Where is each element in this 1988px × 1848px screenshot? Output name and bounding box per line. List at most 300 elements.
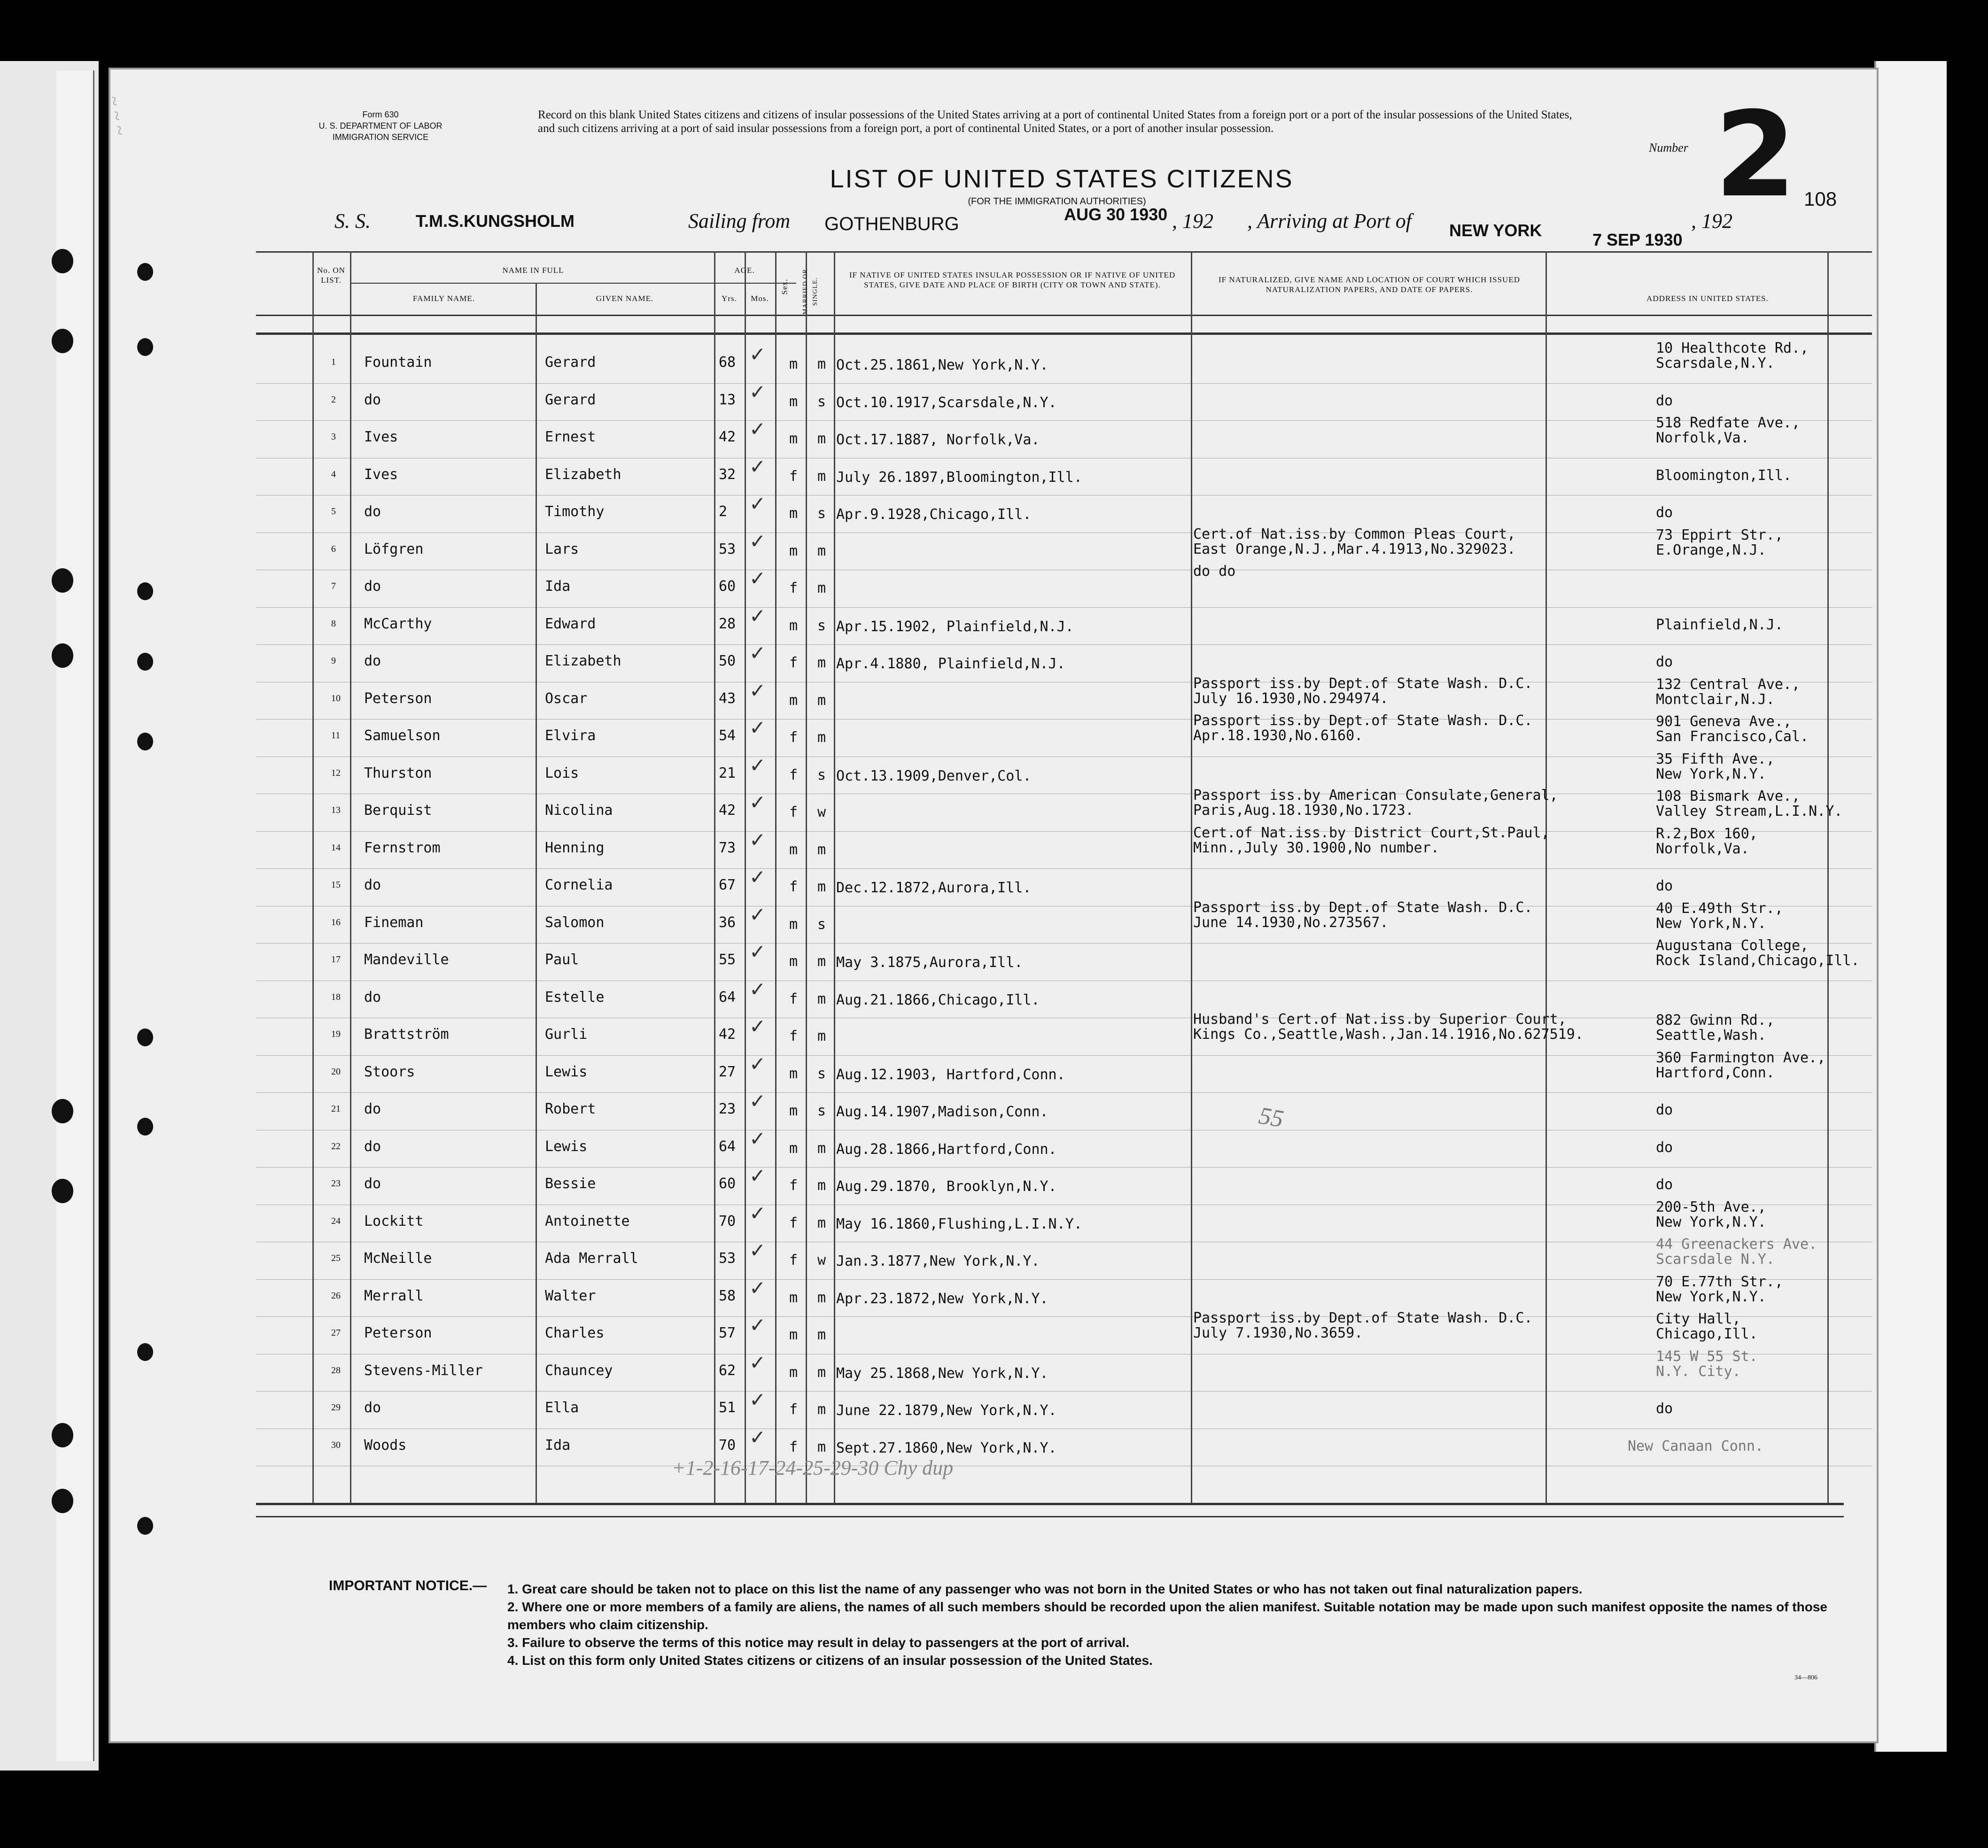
row-sex: f — [789, 766, 798, 783]
form-department: U. S. DEPARTMENT OF LABOR — [318, 121, 443, 131]
row-addr1: City Hall, — [1656, 1311, 1741, 1327]
check-mark: ✓ — [749, 529, 766, 553]
row-yrs: 50 — [719, 653, 736, 669]
row-nat2: July 16.1930,No.294974. — [1193, 690, 1389, 707]
row-ms: w — [817, 804, 826, 820]
row-given: Lewis — [545, 1138, 588, 1155]
row-yrs: 42 — [719, 802, 736, 819]
row-family: do — [364, 989, 381, 1005]
column-rule — [312, 251, 314, 1503]
check-mark: ✓ — [749, 1351, 766, 1374]
row-addr2: do — [1656, 392, 1673, 409]
row-sex: f — [789, 1028, 798, 1044]
row-no: 29 — [331, 1402, 341, 1413]
row-sex: m — [789, 916, 798, 933]
row-addr2: Hartford,Conn. — [1656, 1064, 1775, 1081]
arrival-port: NEW YORK — [1449, 221, 1542, 240]
form-header — [305, 109, 456, 143]
notice-item-2: 2. Where one or more members of a family are aliens, the names of all such members should be recorded upon the alien manifest. Suitable notation may be made upon such manifest opposite the names of those members who claim citizenship. — [507, 1600, 1827, 1632]
row-sex: f — [789, 804, 798, 820]
header-rule-double — [256, 332, 1872, 335]
row-nat1: Passport iss.by Dept.of State Wash. D.C. — [1193, 1310, 1533, 1326]
row-family: Brattström — [364, 1026, 449, 1043]
col-header-no: No. ON LIST. — [317, 266, 345, 285]
row-given: Estelle — [545, 989, 605, 1005]
row-addr2: Norfolk,Va. — [1656, 840, 1749, 857]
row-given: Timothy — [545, 503, 605, 520]
column-rule — [536, 283, 537, 1503]
table-top-rule — [256, 251, 1872, 253]
col-header-mos: Mos. — [751, 294, 769, 303]
row-nat1: Passport iss.by Dept.of State Wash. D.C. — [1193, 899, 1533, 916]
row-sex: f — [789, 468, 798, 485]
row-yrs: 70 — [719, 1213, 736, 1229]
row-given: Robert — [545, 1101, 596, 1117]
row-given: Ida — [545, 1437, 571, 1454]
row-yrs: 13 — [719, 391, 736, 408]
row-no: 12 — [331, 767, 341, 778]
page-hole — [137, 1343, 153, 1361]
row-no: 6 — [331, 543, 336, 554]
row-sex: f — [789, 729, 798, 746]
row-rule — [256, 383, 1872, 384]
row-no: 23 — [331, 1178, 341, 1189]
check-mark: ✓ — [749, 1015, 766, 1038]
row-given: Walter — [545, 1287, 596, 1304]
check-mark: ✓ — [749, 1127, 766, 1150]
check-mark: ✓ — [749, 828, 766, 851]
check-mark: ✓ — [749, 679, 766, 702]
row-sex: m — [789, 431, 798, 447]
row-addr2: Montclair,N.J. — [1656, 691, 1775, 708]
row-yrs: 32 — [719, 466, 736, 483]
row-ms: m — [817, 729, 826, 746]
row-rule — [256, 1055, 1872, 1056]
row-addr1: 44 Greenackers Ave. — [1656, 1236, 1817, 1253]
row-yrs: 36 — [719, 914, 736, 931]
row-sex: m — [789, 617, 798, 634]
form-code: 34—806 — [1794, 1674, 1817, 1681]
row-addr1: 40 E.49th Str., — [1656, 900, 1783, 917]
row-yrs: 23 — [719, 1101, 736, 1117]
row-yrs: 55 — [719, 951, 736, 968]
row-rule — [256, 868, 1872, 869]
row-rule — [256, 607, 1872, 608]
row-ms: m — [817, 1140, 826, 1157]
row-yrs: 64 — [719, 989, 736, 1005]
row-addr1: 70 E.77th Str., — [1656, 1273, 1783, 1290]
row-yrs: 60 — [719, 1175, 736, 1192]
check-mark: ✓ — [749, 1052, 766, 1075]
row-family: Woods — [364, 1437, 407, 1454]
row-ms: m — [817, 1028, 826, 1044]
row-addr2: Valley Stream,L.I.N.Y. — [1656, 803, 1843, 820]
arriving-label: , Arriving at Port of — [1247, 209, 1412, 232]
row-sex: m — [789, 841, 798, 858]
row-birth: Aug.12.1903, Hartford,Conn. — [836, 1066, 1065, 1083]
row-given: Gurli — [545, 1026, 588, 1043]
row-no: 26 — [331, 1290, 341, 1301]
column-rule — [806, 251, 807, 1503]
row-sex: m — [789, 953, 798, 970]
row-birth: Apr.9.1928,Chicago,Ill. — [836, 506, 1032, 523]
row-sex: f — [789, 1214, 798, 1231]
col-header-sex: Sex. — [780, 278, 789, 295]
binder-hole — [52, 1423, 73, 1447]
row-no: 17 — [331, 954, 341, 965]
row-yrs: 62 — [719, 1362, 736, 1379]
form-service: IMMIGRATION SERVICE — [332, 132, 429, 142]
row-nat2: Apr.18.1930,No.6160. — [1193, 727, 1363, 744]
check-mark: ✓ — [749, 866, 766, 889]
row-no: 25 — [331, 1253, 341, 1263]
handwritten-mark: 55 — [1257, 1102, 1286, 1133]
row-sex: f — [789, 1177, 798, 1194]
row-no: 22 — [331, 1141, 341, 1152]
check-mark: ✓ — [749, 1388, 766, 1411]
row-addr2: do — [1656, 878, 1673, 894]
page-title: LIST OF UNITED STATES CITIZENS — [830, 165, 1294, 193]
form-instructions: Record on this blank United States citizens and citizens of insular possessions of the United States arriving at a port of continental United States from a foreign port or a port of the insular possessions of the United States, and such citizens arriving at a port of said insular possessions from a foreign port, a port of continental United States, or a port of another insular possession. — [538, 108, 1572, 135]
row-no: 15 — [331, 880, 341, 890]
row-given: Lewis — [545, 1063, 588, 1080]
row-given: Oscar — [545, 690, 588, 707]
row-given: Chauncey — [545, 1362, 613, 1379]
row-addr2: do — [1656, 1139, 1673, 1156]
col-header-age: AGE. — [734, 266, 755, 275]
row-sex: m — [789, 1065, 798, 1082]
row-yrs: 42 — [719, 1026, 736, 1043]
row-nat1: do do — [1193, 563, 1236, 580]
page-stack-edge — [1874, 61, 1947, 1752]
row-yrs: 2 — [719, 503, 728, 520]
row-no: 19 — [331, 1029, 341, 1039]
row-family: Berquist — [364, 802, 432, 819]
row-family: Merrall — [364, 1287, 424, 1304]
row-addr2: N.Y. City. — [1656, 1363, 1741, 1380]
row-family: Mandeville — [364, 951, 449, 968]
year-field-1: , 192 — [1172, 209, 1213, 232]
row-yrs: 42 — [719, 429, 736, 445]
row-yrs: 67 — [719, 877, 736, 893]
binder-hole — [52, 568, 73, 593]
row-addr1: 518 Redfate Ave., — [1656, 415, 1801, 431]
row-addr2: do — [1656, 1400, 1673, 1417]
row-addr2: New York,N.Y. — [1656, 1214, 1766, 1230]
row-sex: m — [789, 1103, 798, 1119]
ss-label: S. S. — [334, 209, 371, 232]
row-yrs: 28 — [719, 615, 736, 632]
row-ms: w — [817, 1252, 826, 1268]
row-birth: Oct.25.1861,New York,N.Y. — [836, 357, 1048, 373]
row-rule — [256, 1167, 1872, 1168]
check-mark: ✓ — [749, 716, 766, 739]
check-mark: ✓ — [749, 455, 766, 478]
col-header-birth: IF NATIVE OF UNITED STATES INSULAR POSSESSION OR IF NATIVE OF UNITED STATES, GIVE DATE AND PLACE OF BIRTH (CITY OR TOWN AND STATE). — [849, 271, 1176, 289]
sailing-port: GOTHENBURG — [824, 214, 959, 234]
list-number: 2 — [1715, 86, 1796, 223]
row-yrs: 70 — [719, 1437, 736, 1454]
row-birth: Jan.3.1877,New York,N.Y. — [836, 1253, 1040, 1269]
binder-hole — [52, 249, 73, 273]
check-mark: ✓ — [749, 1090, 766, 1113]
row-family: do — [364, 877, 381, 893]
row-ms: m — [817, 1364, 826, 1381]
row-family: Ives — [364, 429, 398, 445]
binder-hole — [52, 1179, 73, 1203]
row-addr2: New York,N.Y. — [1656, 765, 1766, 782]
check-mark: ✓ — [749, 492, 766, 515]
row-family: McNeille — [364, 1250, 432, 1267]
page-hole — [137, 733, 153, 750]
row-given: Ida — [545, 578, 571, 595]
row-yrs: 53 — [719, 1250, 736, 1267]
row-family: Fountain — [364, 354, 432, 371]
row-given: Henning — [545, 839, 605, 856]
row-addr2: Rock Island,Chicago,Ill. — [1656, 952, 1860, 969]
row-family: Lockitt — [364, 1213, 424, 1229]
row-no: 16 — [331, 917, 341, 928]
col-header-address: ADDRESS IN UNITED STATES. — [1646, 294, 1769, 303]
row-nat2: July 7.1930,No.3659. — [1193, 1325, 1363, 1341]
row-sex: f — [789, 990, 798, 1007]
check-mark: ✓ — [749, 343, 766, 366]
row-birth: Aug.14.1907,Madison,Conn. — [836, 1104, 1048, 1120]
row-given: Nicolina — [545, 802, 613, 819]
row-family: Samuelson — [364, 727, 441, 744]
row-sex: m — [789, 356, 798, 372]
row-ms: m — [817, 1438, 826, 1455]
row-rule — [256, 420, 1872, 421]
row-birth: Dec.12.1872,Aurora,Ill. — [836, 880, 1032, 896]
ship-name: T.M.S.KUNGSHOLM — [416, 211, 575, 231]
row-nat1: Cert.of Nat.iss.by District Court,St.Paul, — [1193, 824, 1550, 841]
row-no: 30 — [331, 1439, 341, 1450]
check-mark: ✓ — [749, 791, 766, 814]
row-birth: May 16.1860,Flushing,L.I.N.Y. — [836, 1215, 1082, 1232]
row-family: do — [364, 1101, 381, 1117]
row-sex: m — [789, 505, 798, 522]
row-family: Fineman — [364, 914, 424, 931]
row-family: Stevens-Miller — [364, 1362, 483, 1379]
row-birth: July 26.1897,Bloomington,Ill. — [836, 469, 1082, 486]
row-addr1: 132 Central Ave., — [1656, 676, 1801, 693]
row-birth: Sept.27.1860,New York,N.Y. — [836, 1439, 1057, 1456]
col-header-married: MARRIED OR SINGLE. — [802, 269, 819, 315]
row-family: Peterson — [364, 1325, 432, 1341]
row-rule — [256, 1316, 1872, 1317]
check-mark: ✓ — [749, 753, 766, 777]
row-birth: May 25.1868,New York,N.Y. — [836, 1365, 1048, 1382]
row-birth: Apr.4.1880, Plainfield,N.J. — [836, 656, 1065, 672]
page-hole — [137, 1517, 153, 1535]
handwritten-note: +1-2-16-17-24-25-29-30 Chy dup — [672, 1456, 954, 1479]
row-given: Gerard — [545, 354, 596, 371]
row-ms: s — [817, 1065, 826, 1082]
page-hole — [137, 1118, 153, 1136]
row-addr2: do — [1656, 1102, 1673, 1118]
row-addr2: Plainfield,N.J. — [1656, 616, 1783, 633]
row-addr2: Chicago,Ill. — [1656, 1326, 1758, 1342]
row-addr2: Bloomington,Ill. — [1656, 467, 1792, 484]
column-rule — [1191, 251, 1192, 1503]
row-addr1: 145 W 55 St. — [1656, 1348, 1758, 1365]
page-hole — [137, 338, 153, 356]
row-no: 20 — [331, 1066, 341, 1077]
arrival-date-stamp: 7 SEP 1930 — [1592, 230, 1683, 249]
row-yrs: 27 — [719, 1063, 736, 1080]
row-family: Löfgren — [364, 541, 424, 557]
row-rule — [256, 644, 1872, 645]
row-yrs: 73 — [719, 839, 736, 856]
row-birth: Aug.21.1866,Chicago,Ill. — [836, 991, 1040, 1008]
row-sex: f — [789, 1252, 798, 1268]
row-family: do — [364, 391, 381, 408]
row-no: 2 — [331, 394, 336, 405]
row-sex: f — [789, 1401, 798, 1418]
binder-hole — [52, 1099, 73, 1123]
row-given: Ella — [545, 1400, 579, 1416]
row-family: do — [364, 653, 381, 669]
row-sex: m — [789, 692, 798, 709]
header-bottom-rule — [256, 315, 1872, 316]
col-header-naturalized: IF NATURALIZED, GIVE NAME AND LOCATION OF COURT WHICH ISSUED NATURALIZATION PAPERS, AND DATE OF PAPERS. — [1218, 275, 1520, 294]
check-mark: ✓ — [749, 1425, 766, 1449]
row-nat1: Passport iss.by Dept.of State Wash. D.C. — [1193, 712, 1533, 729]
row-addr1: 73 Eppirt Str., — [1656, 526, 1783, 543]
row-sex: m — [789, 542, 798, 559]
row-addr2: Norfolk,Va. — [1656, 430, 1749, 446]
row-no: 3 — [331, 432, 336, 442]
row-no: 5 — [331, 506, 336, 517]
row-given: Salomon — [545, 914, 605, 931]
row-sex: m — [789, 1327, 798, 1343]
row-ms: m — [817, 431, 826, 447]
row-ms: m — [817, 879, 826, 895]
row-no: 4 — [331, 469, 336, 479]
row-no: 27 — [331, 1328, 341, 1338]
row-birth: Oct.17.1887, Norfolk,Va. — [836, 432, 1040, 448]
row-given: Ernest — [545, 429, 596, 445]
row-addr1: Augustana College, — [1656, 937, 1809, 954]
row-nat2: June 14.1930,No.273567. — [1193, 914, 1389, 931]
row-nat2: Paris,Aug.18.1930,No.1723. — [1193, 802, 1414, 819]
row-yrs: 54 — [719, 727, 736, 744]
row-sex: f — [789, 655, 798, 671]
row-addr2: E.Orange,N.J. — [1656, 541, 1766, 558]
row-family: do — [364, 578, 381, 595]
row-yrs: 51 — [719, 1400, 736, 1416]
row-given: Ada Merrall — [545, 1250, 638, 1267]
row-given: Paul — [545, 951, 579, 968]
row-given: Elizabeth — [545, 653, 621, 669]
sailing-date-stamp: AUG 30 1930 — [1064, 205, 1168, 224]
row-ms: s — [817, 617, 826, 634]
notice-item-3: 3. Failure to observe the terms of this notice may result in delay to passengers at the port of arrival. — [507, 1635, 1130, 1650]
form-number: Form 630 — [362, 110, 399, 119]
column-rule — [714, 251, 715, 1503]
column-rule — [745, 251, 746, 1503]
row-ms: s — [817, 916, 826, 933]
col-header-given: GIVEN NAME. — [596, 294, 654, 303]
row-ms: m — [817, 356, 826, 372]
page-hole — [137, 582, 153, 600]
row-nat1: Husband's Cert.of Nat.iss.by Superior Court, — [1193, 1011, 1567, 1028]
row-rule — [256, 1279, 1872, 1280]
row-nat1: Passport iss.by Dept.of State Wash. D.C. — [1193, 675, 1533, 692]
row-yrs: 68 — [719, 354, 736, 371]
row-ms: s — [817, 1103, 826, 1119]
row-addr2: Scarsdale,N.Y. — [1656, 355, 1775, 371]
check-mark: ✓ — [749, 1164, 766, 1187]
row-ms: m — [817, 1327, 826, 1343]
page-subtitle: (FOR THE IMMIGRATION AUTHORITIES) — [968, 196, 1146, 207]
row-birth: Oct.10.1917,Scarsdale,N.Y. — [836, 394, 1057, 411]
row-nat1: Passport iss.by American Consulate,General, — [1193, 787, 1558, 804]
row-nat2: Kings Co.,Seattle,Wash.,Jan.14.1916,No.627519. — [1193, 1026, 1584, 1043]
row-ms: m — [817, 1177, 826, 1194]
check-mark: ✓ — [749, 418, 766, 441]
column-rule — [1827, 251, 1829, 1503]
binder-hole — [52, 1489, 73, 1513]
row-yrs: 57 — [719, 1325, 736, 1341]
row-addr2: New York,N.Y. — [1656, 1288, 1766, 1305]
row-birth: Apr.15.1902, Plainfield,N.J. — [836, 618, 1074, 635]
row-nat2: Minn.,July 30.1900,No number. — [1193, 839, 1439, 856]
row-family: Ives — [364, 466, 398, 483]
row-birth: June 22.1879,New York,N.Y. — [836, 1402, 1057, 1419]
margin-scribble: ~ ~ ~ — [103, 94, 131, 137]
row-nat2: East Orange,N.J.,Mar.4.1913,No.329023. — [1193, 541, 1516, 557]
row-sex: m — [789, 393, 798, 410]
list-sub-number: 108 — [1804, 188, 1837, 210]
row-addr1: 108 Bismark Ave., — [1656, 788, 1801, 804]
row-no: 18 — [331, 991, 341, 1002]
row-no: 24 — [331, 1215, 341, 1226]
row-no: 28 — [331, 1365, 341, 1376]
page-hole — [137, 263, 153, 281]
row-family: do — [364, 1400, 381, 1416]
row-ms: m — [817, 1289, 826, 1306]
row-family: McCarthy — [364, 615, 432, 632]
row-yrs: 58 — [719, 1287, 736, 1304]
row-ms: s — [817, 393, 826, 410]
row-family: Fernstrom — [364, 839, 441, 856]
page-hole — [137, 1028, 153, 1046]
row-no: 13 — [331, 805, 341, 815]
row-addr2: do — [1656, 654, 1673, 670]
col-header-yrs: Yrs. — [722, 294, 737, 303]
row-addr1: 360 Farmington Ave., — [1656, 1049, 1826, 1066]
row-addr1: 10 Healthcote Rd., — [1656, 340, 1809, 356]
row-addr1: 882 Gwinn Rd., — [1656, 1012, 1775, 1028]
check-mark: ✓ — [749, 940, 766, 963]
column-rule — [834, 251, 835, 1503]
row-given: Elvira — [545, 727, 596, 744]
row-family: do — [364, 1138, 381, 1155]
row-addr2: do — [1656, 1176, 1673, 1193]
row-ms: m — [817, 953, 826, 970]
table-bottom-rule — [256, 1503, 1844, 1505]
row-ms: m — [817, 542, 826, 559]
row-birth: Aug.29.1870, Brooklyn,N.Y. — [836, 1178, 1057, 1195]
row-given: Elizabeth — [545, 466, 621, 483]
row-sex: f — [789, 580, 798, 596]
row-sex: m — [789, 1289, 798, 1306]
row-no: 14 — [331, 842, 341, 853]
row-family: do — [364, 503, 381, 520]
row-given: Edward — [545, 615, 596, 632]
